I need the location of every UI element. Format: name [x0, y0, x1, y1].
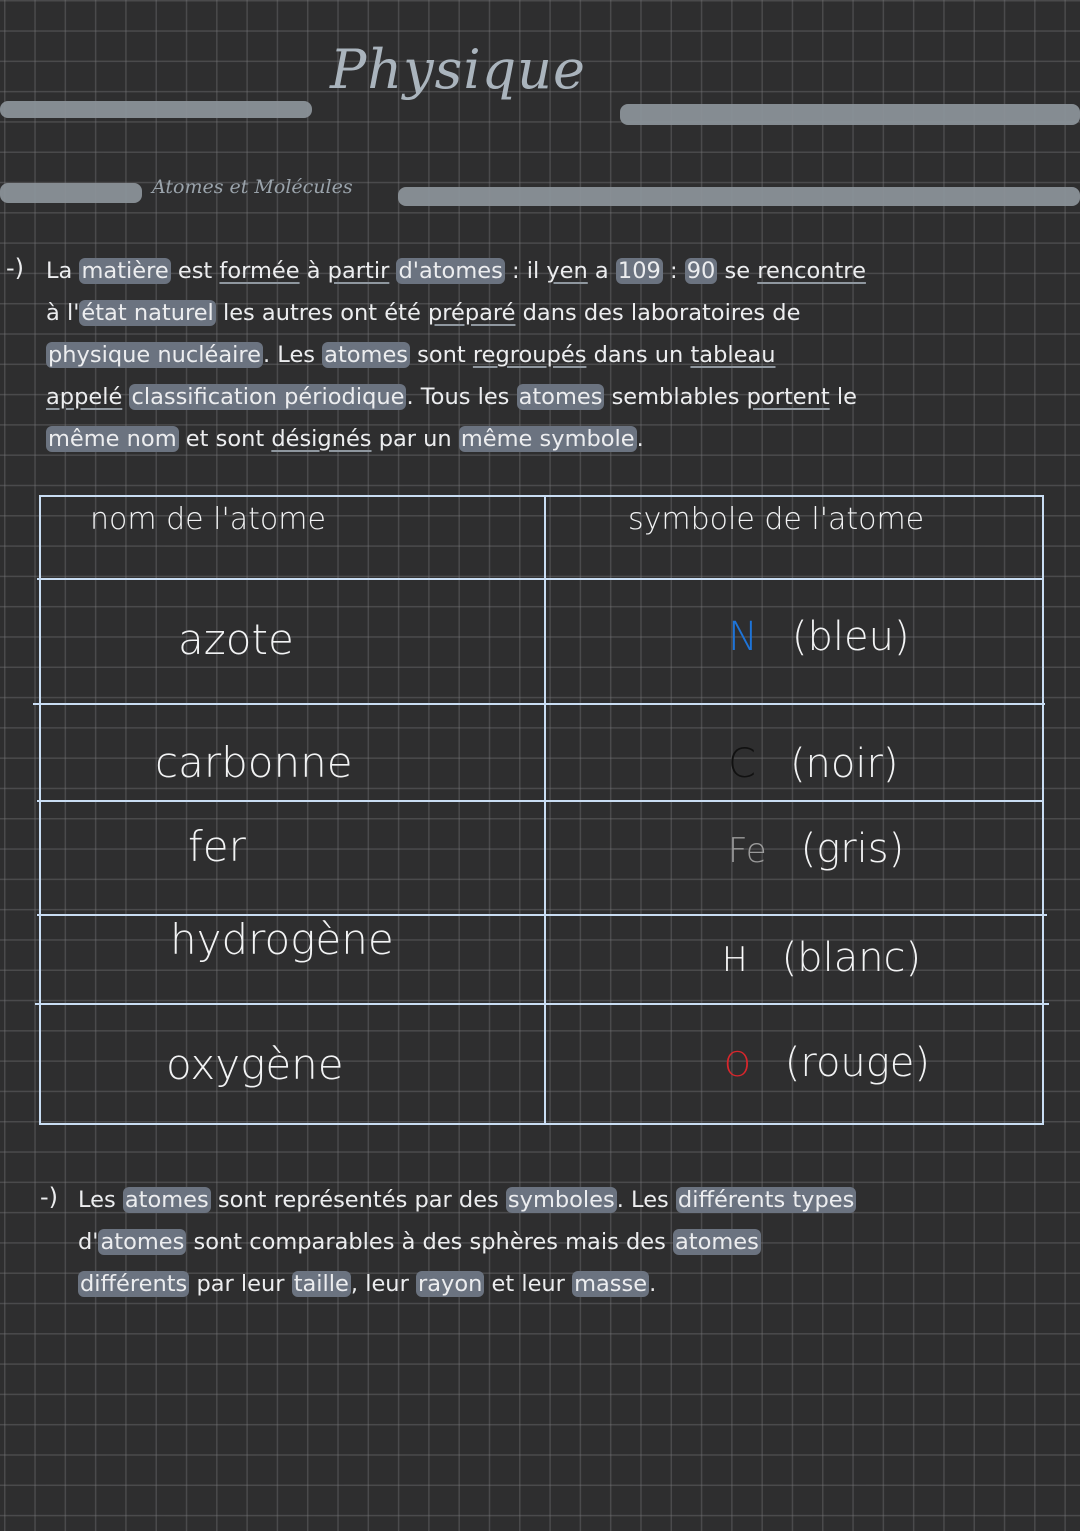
header-bar-right [620, 104, 1080, 125]
atom-color: (rouge) [784, 1040, 930, 1086]
table-header-symbol: symbole de l'atome [628, 502, 925, 537]
atom-color: (blanc) [781, 935, 922, 981]
highlighted-term: symboles [507, 1187, 615, 1213]
text-segment: La [46, 258, 80, 284]
highlighted-term: taille [293, 1271, 349, 1297]
text-segment: le [829, 384, 857, 410]
highlighted-term: différents types [677, 1187, 855, 1213]
highlighted-term: rayon [417, 1271, 483, 1297]
atom-name: oxygène [166, 1040, 344, 1089]
atom-symbol: O [724, 1045, 751, 1085]
underlined-term: désignés [271, 426, 372, 452]
atom-symbol-cell [728, 826, 904, 872]
table-row-divider [37, 800, 1044, 802]
text-segment: . [636, 426, 644, 452]
paragraph-line [46, 250, 866, 292]
text-segment: . [649, 1271, 657, 1297]
highlighted-term: matière [81, 258, 169, 284]
paragraph-line [46, 334, 866, 376]
atom-color: (bleu) [791, 614, 910, 660]
text-segment: sont comparables à des sphères mais des [186, 1229, 673, 1255]
paragraph-line [46, 292, 866, 334]
atom-symbol: Fe [728, 831, 767, 871]
atom-color: (noir) [789, 741, 899, 787]
highlighted-term: atomes [100, 1229, 185, 1255]
page-subtitle: Atomes et Molécules [152, 176, 353, 198]
text-segment: d' [78, 1229, 99, 1255]
underlined-term: formée [219, 258, 300, 284]
text-segment: Les [78, 1187, 123, 1213]
highlighted-term: d'atomes [398, 258, 503, 284]
text-segment: à l' [46, 300, 80, 326]
text-segment: sont représentés par des [210, 1187, 506, 1213]
paragraph-line [78, 1221, 856, 1263]
outro-bullet: -) [40, 1183, 59, 1211]
atom-symbol-cell [722, 935, 921, 981]
atom-name: azote [178, 615, 294, 664]
underlined-term: préparé [427, 300, 516, 326]
paragraph-line [78, 1263, 856, 1305]
highlighted-term: atomes [124, 1187, 209, 1213]
table-row-divider [35, 1003, 1049, 1005]
subtitle-bar-right [398, 187, 1080, 206]
highlighted-term: atomes [518, 384, 603, 410]
underlined-term: portent [746, 384, 830, 410]
atoms-table [39, 495, 1044, 1125]
highlighted-term: même symbole [460, 426, 635, 452]
text-segment: dans des laboratoires de [515, 300, 801, 326]
text-segment: les autres ont été [215, 300, 428, 326]
highlighted-term: même nom [48, 426, 177, 452]
atom-symbol-cell [728, 741, 899, 787]
text-segment: a [587, 258, 616, 284]
atom-name: fer [188, 822, 246, 871]
text-segment: et leur [484, 1271, 573, 1297]
table-header-name: nom de l'atome [90, 502, 326, 537]
text-segment: : [662, 258, 685, 284]
text-segment: . Les [616, 1187, 676, 1213]
highlighted-term: atomes [674, 1229, 759, 1255]
paragraph-line [46, 376, 866, 418]
text-segment: . Les [263, 342, 323, 368]
text-segment: et sont [178, 426, 272, 452]
atom-symbol: H [722, 940, 748, 980]
table-column-divider [544, 495, 546, 1125]
outro-paragraph [78, 1179, 856, 1305]
highlighted-term: 90 [686, 258, 716, 284]
highlighted-term: différents [80, 1271, 188, 1297]
intro-paragraph [46, 250, 866, 460]
atom-symbol-cell [724, 1040, 930, 1086]
atom-symbol-cell [728, 614, 910, 660]
text-segment: se [717, 258, 758, 284]
text-segment: par leur [189, 1271, 292, 1297]
intro-bullet: -) [6, 254, 25, 282]
underlined-term: yen [546, 258, 588, 284]
underlined-term: partir [327, 258, 390, 284]
text-segment: à [299, 258, 328, 284]
paragraph-line [78, 1179, 856, 1221]
paragraph-line [46, 418, 866, 460]
text-segment: semblables [604, 384, 747, 410]
subtitle-bar-left [0, 183, 142, 203]
atom-symbol: N [728, 614, 758, 660]
text-segment: : il [504, 258, 547, 284]
highlighted-term: masse [574, 1271, 648, 1297]
highlighted-term: classification périodique [131, 384, 405, 410]
text-segment: , leur [350, 1271, 416, 1297]
page-title: Physique [330, 38, 586, 101]
table-row-divider [37, 578, 1044, 580]
text-segment: . Tous les [406, 384, 517, 410]
text-segment: dans un [586, 342, 691, 368]
text-segment: sont [410, 342, 473, 368]
atom-symbol: C [728, 741, 756, 787]
underlined-term: rencontre [757, 258, 866, 284]
underlined-term: tableau [690, 342, 776, 368]
underlined-term: appelé [46, 384, 123, 410]
table-row-divider [33, 703, 1045, 705]
highlighted-term: physique nucléaire [48, 342, 261, 368]
atom-name: carbonne [155, 738, 353, 787]
text-segment: est [170, 258, 220, 284]
highlighted-term: atomes [324, 342, 409, 368]
atom-color: (gris) [800, 826, 905, 872]
highlighted-term: état naturel [81, 300, 214, 326]
underlined-term: regroupés [472, 342, 587, 368]
text-segment: par un [371, 426, 459, 452]
highlighted-term: 109 [617, 258, 661, 284]
header-bar-left [0, 101, 312, 118]
atom-name: hydrogène [170, 915, 394, 964]
